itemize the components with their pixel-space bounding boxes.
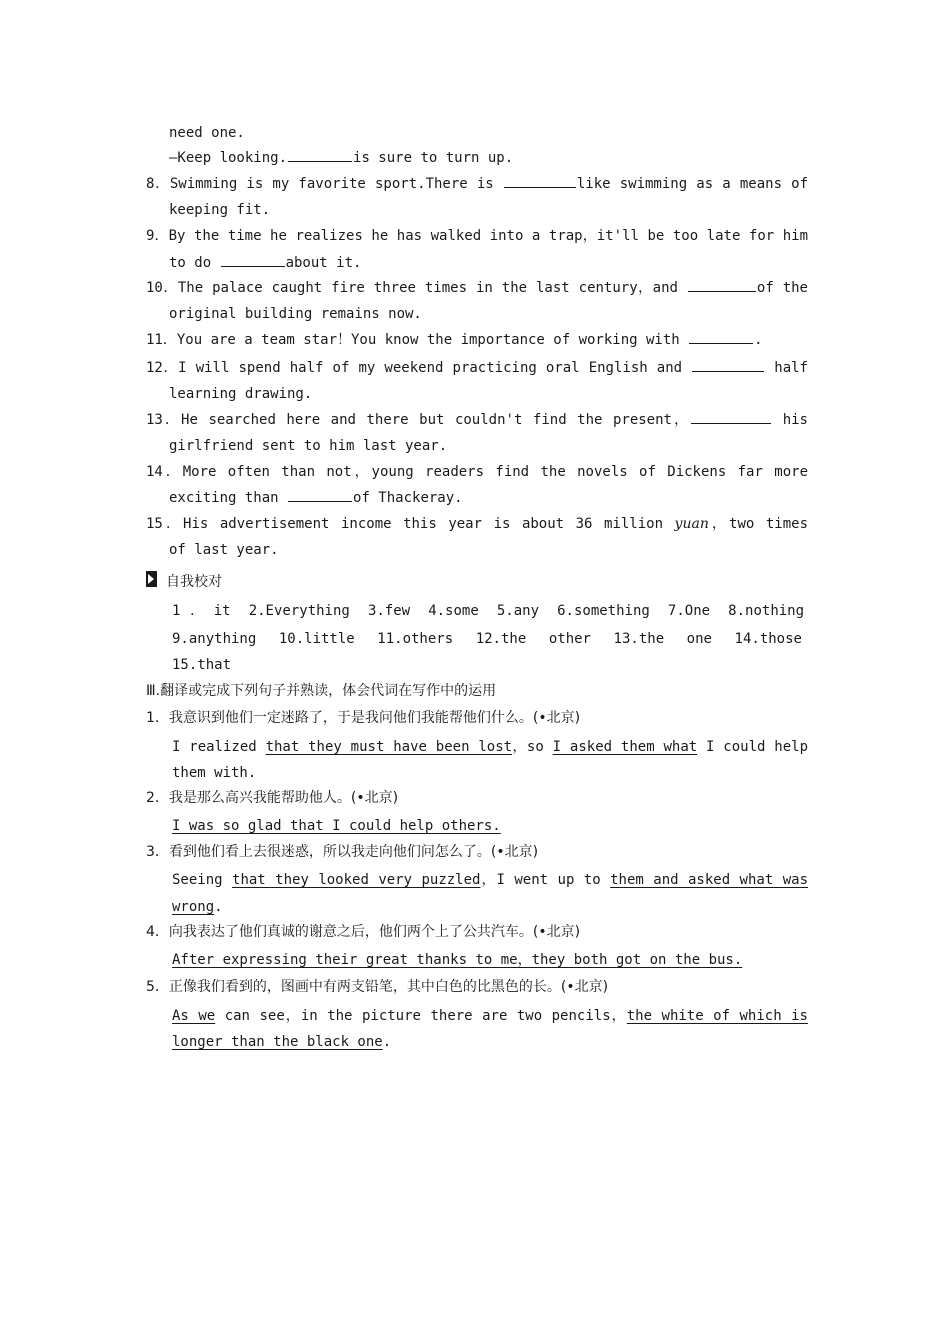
answer-row	[172, 628, 802, 650]
sentence-2-chinese	[146, 787, 808, 809]
text: .	[214, 899, 223, 915]
underlined-answer: longer than the black one	[172, 1034, 383, 1050]
underlined-answer: the white of which is	[626, 1008, 808, 1024]
sentence-5-chinese	[146, 976, 808, 998]
question-11	[146, 329, 808, 351]
text: exciting than	[169, 490, 288, 506]
underlined-answer: them and asked what was	[610, 872, 808, 888]
text-line	[169, 487, 808, 509]
text: can see，in the picture there are two pencils，	[215, 1008, 627, 1024]
underlined-answer: I asked them what	[552, 739, 698, 755]
answer-item: 8.nothing	[728, 603, 804, 619]
text: them with.	[172, 765, 257, 781]
text: 3．看到他们看上去很迷惑，所以我走向他们问怎么了。(•北京)	[146, 844, 539, 860]
text: ，so	[512, 739, 553, 755]
text: 14．More often than not，young readers find the novels of Dickens far more	[146, 464, 808, 480]
text-line	[169, 303, 808, 325]
text: his	[772, 412, 808, 428]
text: is sure to turn up.	[353, 150, 514, 166]
text: 11．You are a team star！You know the importance of working with	[146, 332, 689, 348]
text-line	[169, 122, 808, 144]
text: half	[765, 360, 808, 376]
text-line	[172, 896, 808, 918]
text: original building remains now.	[169, 306, 422, 322]
text: ，two times	[708, 516, 808, 532]
section-marker-icon	[146, 571, 157, 587]
text: about it.	[285, 255, 362, 271]
underlined-answer: that they must have been lost	[265, 739, 513, 755]
text: —Keep looking.	[169, 150, 288, 166]
answer-item: 15.that	[172, 657, 232, 673]
answer-item: 1．it	[172, 603, 231, 619]
text-line	[169, 383, 808, 405]
text: learning drawing.	[169, 386, 313, 402]
answer-blank	[288, 148, 352, 162]
question-8	[146, 173, 808, 195]
text: keeping fit.	[169, 202, 271, 218]
answer-item: 11.others	[377, 631, 454, 647]
answer-blank	[691, 410, 771, 424]
text-line	[169, 435, 808, 457]
answer-row	[172, 600, 804, 622]
question-10	[146, 277, 808, 299]
text-line	[169, 147, 808, 169]
text: Seeing	[172, 872, 233, 888]
answer-item: 5.any	[496, 603, 540, 619]
sentence-2-answer	[172, 815, 808, 837]
text: to do	[169, 255, 220, 271]
text: like swimming as a means of	[576, 176, 808, 192]
underlined-answer: After expressing their great thanks to me，they both got on the bus.	[172, 952, 743, 968]
text: 10．The palace caught fire three times in the last century，and	[146, 280, 687, 296]
answer-blank	[689, 330, 753, 344]
question-9	[146, 225, 808, 247]
text: .	[382, 1034, 392, 1050]
underlined-answer: wrong	[172, 899, 215, 915]
text-line	[169, 199, 808, 221]
section-3-heading	[146, 680, 808, 702]
text: 8．Swimming is my favorite sport.There is	[146, 176, 503, 192]
italic-text: yuan	[674, 516, 709, 532]
text-line	[169, 539, 808, 561]
text: girlfriend sent to him last year.	[169, 438, 448, 454]
answer-item: 13.the one	[613, 631, 712, 647]
text: Ⅲ.翻译或完成下列句子并熟读，体会代词在写作中的运用	[146, 683, 497, 699]
sentence-4-answer	[172, 949, 808, 971]
text: need one.	[169, 125, 245, 141]
sentence-3-answer	[172, 869, 808, 891]
text: of Thackeray.	[353, 490, 463, 506]
answer-item: 2.Everything	[248, 603, 350, 619]
text: of the	[756, 280, 808, 296]
sentence-1-chinese	[146, 707, 808, 729]
question-14	[146, 461, 808, 483]
text-line	[172, 762, 808, 784]
text: 1．我意识到他们一定迷路了，于是我问他们我能帮他们什么。(•北京)	[146, 710, 581, 726]
text: 12．I will spend half of my weekend practicing oral English and	[146, 360, 692, 376]
text: I realized	[172, 739, 266, 755]
self-check-heading	[166, 571, 466, 593]
sentence-3-chinese	[146, 841, 808, 863]
text: of last year.	[169, 542, 279, 558]
text: 9．By the time he realizes he has walked into a trap，it'll be too late for him	[146, 228, 808, 244]
answer-item: 3.few	[367, 603, 411, 619]
text: .	[754, 332, 763, 348]
answer-row	[172, 654, 808, 676]
text: 2．我是那么高兴我能帮助他人。(•北京)	[146, 790, 399, 806]
text: 15．His advertisement income this year is about 36 million	[146, 516, 675, 532]
text: ，I went up to	[480, 872, 611, 888]
question-15	[146, 513, 808, 535]
answer-blank	[692, 358, 764, 372]
question-12	[146, 357, 808, 379]
answer-item: 4.some	[428, 603, 479, 619]
answer-item: 7.One	[667, 603, 711, 619]
sentence-5-answer	[172, 1005, 808, 1027]
question-13	[146, 409, 808, 431]
answer-blank	[221, 253, 285, 267]
underlined-answer: I was so glad that I could help others.	[172, 818, 501, 834]
text: 自我校对	[166, 574, 222, 590]
answer-blank	[288, 488, 352, 502]
underlined-answer: As we	[172, 1008, 216, 1024]
text: 5．正像我们看到的，图画中有两支铅笔，其中白色的比黑色的长。(•北京)	[146, 979, 609, 995]
answer-item: 14.those	[734, 631, 802, 647]
underlined-answer: that they looked very puzzled	[232, 872, 481, 888]
text-line	[169, 252, 808, 274]
answer-blank	[688, 278, 756, 292]
text: 4．向我表达了他们真诚的谢意之后，他们两个上了公共汽车。(•北京)	[146, 924, 581, 940]
answer-item: 6.something	[557, 603, 650, 619]
text-line	[172, 1031, 808, 1053]
sentence-4-chinese	[146, 921, 808, 943]
text: I could help	[697, 739, 808, 755]
answer-item: 9.anything	[172, 631, 257, 647]
answer-item: 12.the other	[475, 631, 591, 647]
answer-blank	[504, 174, 576, 188]
sentence-1-answer	[172, 736, 808, 758]
answer-item: 10.little	[278, 631, 355, 647]
text: 13．He searched here and there but couldn't find the present，	[146, 412, 691, 428]
